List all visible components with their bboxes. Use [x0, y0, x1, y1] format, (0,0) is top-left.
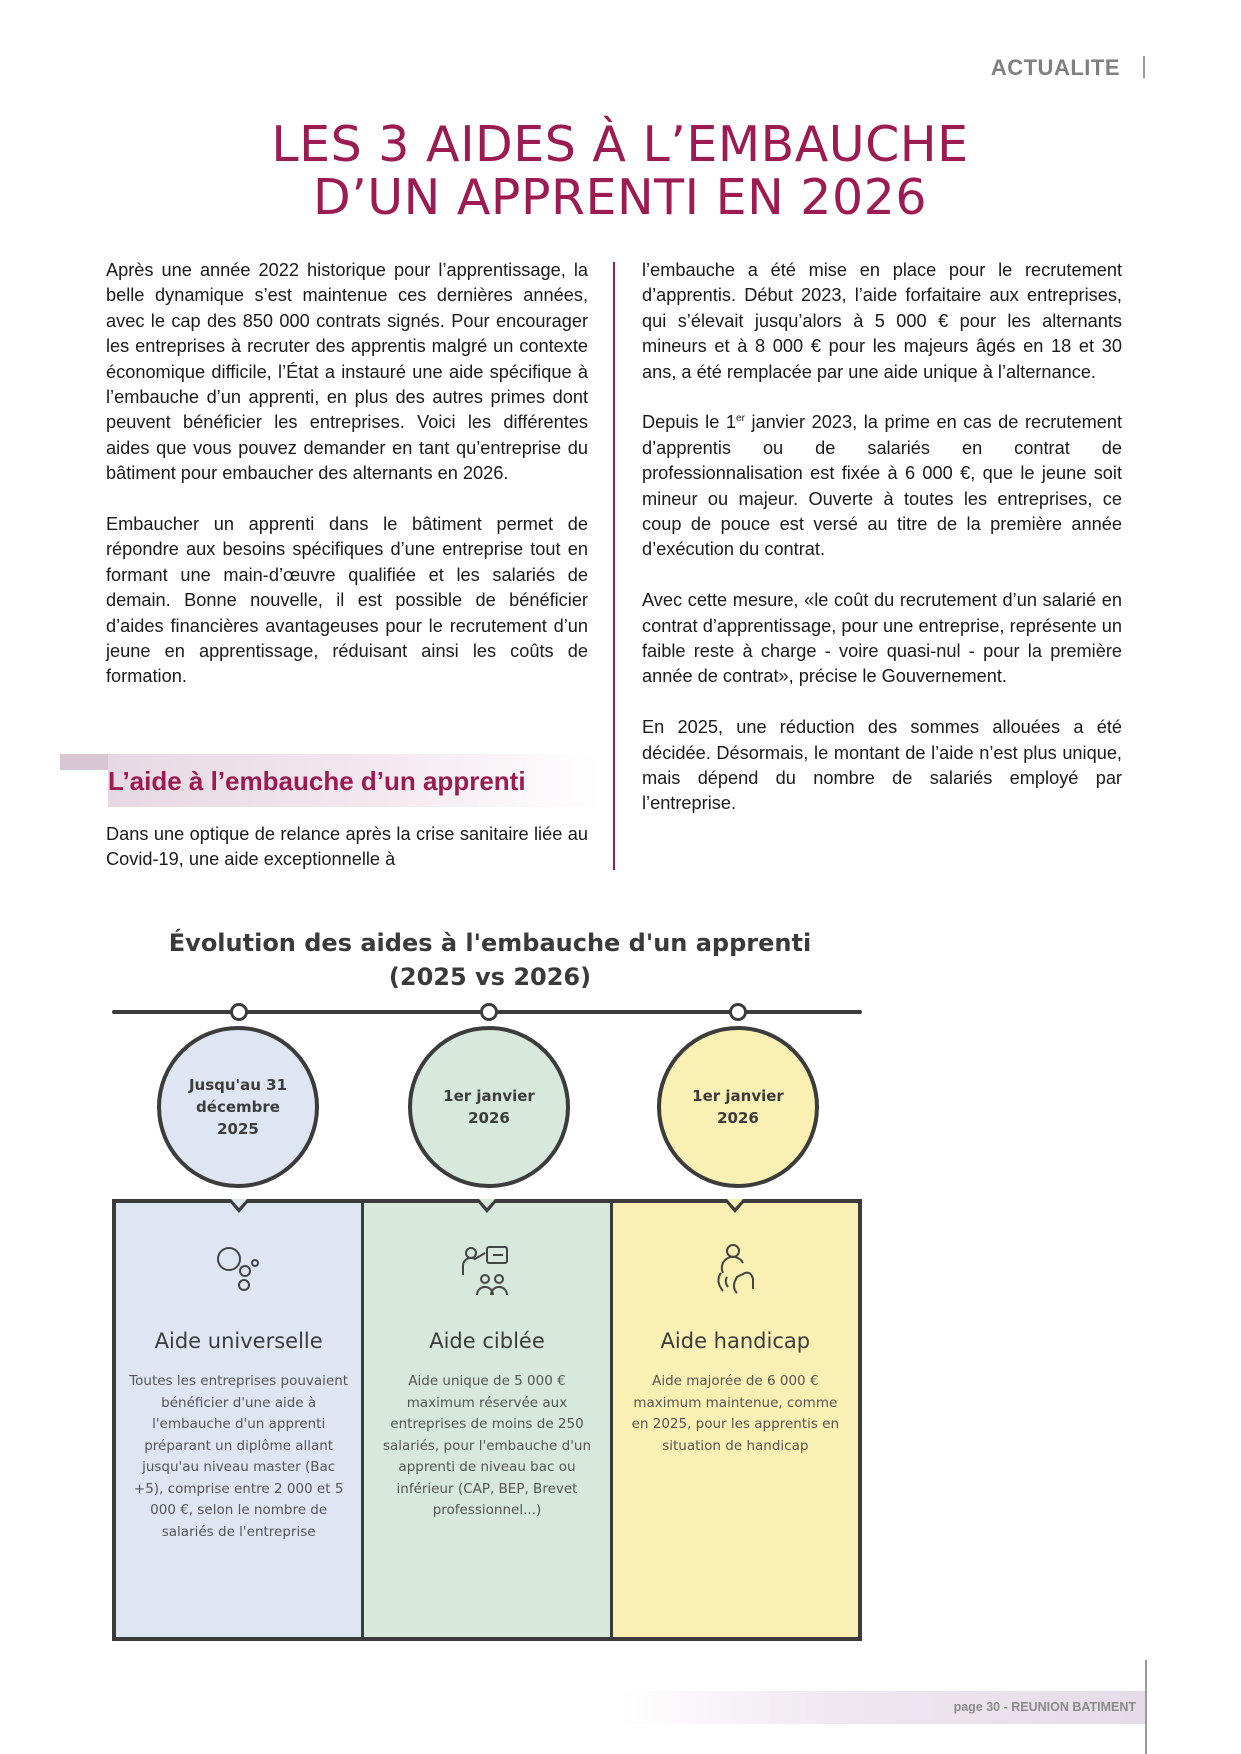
aid-name: Aide handicap — [660, 1329, 811, 1353]
subheading-accent — [60, 754, 108, 770]
timeline-node — [230, 1003, 248, 1021]
infographic — [100, 920, 880, 1660]
aid-name: Aide universelle — [154, 1329, 323, 1353]
section-divider — [1143, 56, 1145, 78]
quote-paragraph: Avec cette mesure, «le coût du recrutement d’un salarié en contrat d’apprentissage, pour une entreprise, représente un faible reste à charge - voire quasi-nul - pour la première année de contrat», précise le Gouvernement. — [642, 590, 1122, 687]
title-line-1: LES 3 AIDES À L’EMBAUCHE — [271, 116, 969, 173]
benefits-paragraph: Embaucher un apprenti dans le bâtiment permet de répondre aux besoins spécifiques d’une entreprise tout en formant une main-d’œuvre qualifiée et les salariés de demain. Bonne nouvelle, il est possible de bénéficier d’aides financières avantageuses pour le recrutement d’un jeune en apprentissage, réduisant ainsi les coûts de formation. — [106, 514, 588, 687]
infographic-title-line-2: (2025 vs 2026) — [388, 963, 592, 991]
column-divider — [613, 262, 615, 870]
section-label: ACTUALITE — [990, 55, 1120, 80]
ordinal-superscript: er — [736, 413, 745, 425]
right-column — [642, 258, 1122, 842]
covid-paragraph: Dans une optique de relance après la crise sanitaire liée au Covid-19, une aide exceptionnelle à — [106, 824, 588, 870]
footer-divider — [1145, 1660, 1147, 1754]
pointer-notch-fill — [727, 1199, 743, 1208]
aid-handicap-card — [610, 1203, 858, 1637]
aid-columns — [112, 1199, 862, 1641]
pointer-notch-fill — [479, 1199, 495, 1208]
infographic-title — [100, 926, 880, 994]
infographic-title-line-1: Évolution des aides à l'embauche d'un apprenti — [168, 929, 812, 957]
left-column — [106, 258, 588, 715]
aid-name: Aide ciblée — [429, 1329, 545, 1353]
date-label: 1er janvier 2026 — [443, 1087, 535, 1127]
accessibility-person-icon — [707, 1243, 763, 1299]
aid-description: Aide majorée de 6 000 € maximum maintenue, comme en 2025, pour les apprentis en situation de handicap — [631, 1373, 840, 1454]
prime-text-start: Depuis le 1 — [642, 412, 737, 433]
date-bubble-2026-ciblee — [408, 1026, 570, 1188]
prime-paragraph — [642, 410, 1122, 562]
aid-description: Aide unique de 5 000 € maximum réservée aux entreprises de moins de 250 salariés, pour l'embauche d'un apprenti de niveau bac ou inférieur (CAP, BEP, Brevet professionnel...) — [382, 1373, 592, 1518]
prime-text-end: janvier 2023, la prime en cas de recrutement d’apprentis ou de salariés en contrat de professionnalisation est fixée à 6 000 €, que le jeune soit mineur ou majeur. Ouverte à toutes les entreprises, ce coup de pouce est versé au titre de la première année d’exécution du contrat. — [642, 412, 1122, 560]
article-title — [150, 118, 1090, 224]
teacher-students-icon — [459, 1243, 515, 1299]
bubbles-icon — [211, 1243, 267, 1299]
reduction-paragraph: En 2025, une réduction des sommes allouées a été décidée. Désormais, le montant de l’aide n’est plus unique, mais dépend du nombre de salariés employé par l’entreprise. — [642, 717, 1122, 814]
aid-history-paragraph: l’embauche a été mise en place pour le recrutement d’apprentis. Début 2023, l’aide forfaitaire aux entreprises, qui s’élevait jusqu’alors à 5 000 € pour les alternants mineurs et à 8 000 € pour les majeurs âgés en 18 et 30 ans, a été remplacée par une aide unique à l’alternance. — [642, 260, 1122, 382]
aid-description: Toutes les entreprises pouvaient bénéficier d'une aide à l'embauche d'un apprenti préparant un diplôme allant jusqu'au niveau master (Bac +5), comprise entre 2 000 et 5 000 €, selon le nombre de salariés de l'entreprise — [129, 1373, 349, 1540]
date-bubble-2026-handicap — [657, 1026, 819, 1188]
title-line-2: D’UN APPRENTI EN 2026 — [312, 169, 928, 226]
date-label: Jusqu'au 31 décembre 2025 — [188, 1076, 288, 1138]
subheading: L’aide à l’embauche d’un apprenti — [108, 766, 526, 796]
date-label: 1er janvier 2026 — [692, 1087, 784, 1127]
intro-paragraph: Après une année 2022 historique pour l’apprentissage, la belle dynamique s’est maintenue ces dernières années, avec le cap des 850 000 contrats signés. Pour encourager les entreprises à recruter des apprentis malgré un contexte économique difficile, l’État a instauré une aide spécifique à l’embauche d’un apprenti, en plus des autres primes dont peuvent bénéficier les entreprises. Voici les différentes aides que vous pouvez demander en tant qu’entreprise du bâtiment pour embaucher des alternants en 2026. — [106, 260, 588, 484]
date-bubble-2025 — [157, 1026, 319, 1188]
timeline-node — [729, 1003, 747, 1021]
subheading-accent-mask — [60, 770, 108, 807]
aid-ciblee-card — [361, 1203, 609, 1637]
pointer-notch-fill — [231, 1199, 247, 1208]
timeline-node — [480, 1003, 498, 1021]
aid-universelle-card — [116, 1203, 361, 1637]
page-footer: page 30 - REUNION BATIMENT — [953, 1700, 1136, 1714]
left-column-continued — [106, 822, 588, 898]
